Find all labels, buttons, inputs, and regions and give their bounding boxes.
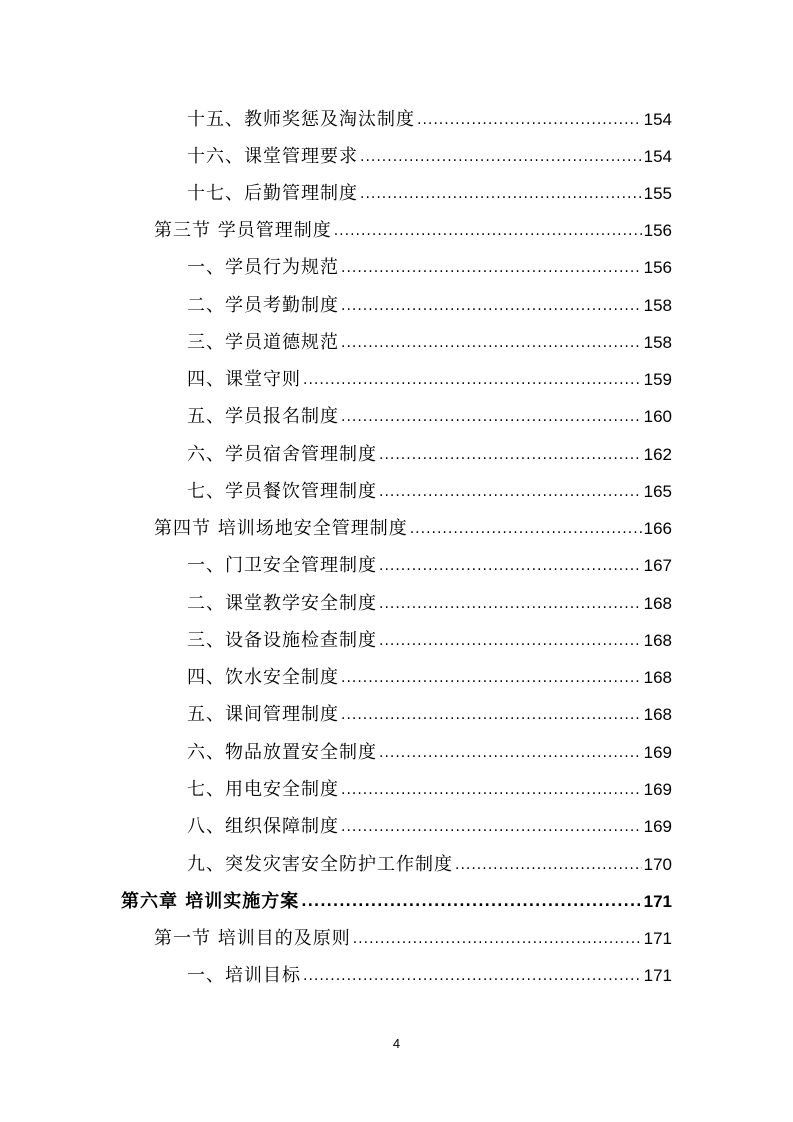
toc-leader-dots: [341, 816, 642, 838]
toc-entry[interactable]: [187, 436, 672, 466]
toc-entry-page: 171: [643, 929, 672, 948]
toc-leader-dots: [410, 518, 642, 540]
toc-leader-dots: [341, 406, 642, 428]
toc-entry-label: 八、组织保障制度: [187, 816, 339, 837]
toc-entry[interactable]: [187, 101, 672, 131]
toc-entry-label: 六、物品放置安全制度: [187, 742, 377, 763]
toc-entry[interactable]: [187, 398, 672, 428]
toc-entry-page: 155: [643, 184, 672, 203]
toc-leader-dots: [379, 742, 642, 764]
toc-entry-page: 158: [643, 333, 672, 352]
toc-entry[interactable]: [187, 808, 672, 838]
toc-entry-label: 六、学员宿舍管理制度: [187, 444, 377, 465]
toc-entry[interactable]: [154, 212, 672, 242]
toc-leader-dots: [379, 630, 642, 652]
toc-entry-page: 156: [643, 258, 672, 277]
toc-leader-dots: [360, 183, 642, 205]
toc-entry-label: 第一节 培训目的及原则: [154, 928, 351, 949]
toc-entry-page: 168: [643, 631, 672, 650]
toc-entry[interactable]: [187, 287, 672, 317]
toc-entry[interactable]: [154, 510, 672, 540]
toc-leader-dots: [455, 854, 642, 876]
toc-entry-page: 165: [643, 482, 672, 501]
toc-entry[interactable]: [187, 324, 672, 354]
toc-leader-dots: [303, 965, 642, 987]
toc-entry-page: 156: [643, 221, 672, 240]
toc-entry-label: 第四节 培训场地安全管理制度: [154, 518, 408, 539]
toc-leader-dots: [341, 257, 642, 279]
page-number: 4: [392, 1036, 401, 1051]
toc-entry-label: 五、学员报名制度: [187, 406, 339, 427]
toc-leader-dots: [301, 891, 641, 913]
toc-entry-label: 四、课堂守则: [187, 369, 301, 390]
toc-entry-label: 十七、后勤管理制度: [187, 183, 358, 204]
toc-entry-label: 第三节 学员管理制度: [154, 220, 332, 241]
toc-entry-label: 一、学员行为规范: [187, 257, 339, 278]
toc-entry-page: 160: [643, 407, 672, 426]
toc-entry[interactable]: [187, 547, 672, 577]
toc-entry[interactable]: [187, 696, 672, 726]
toc-entry[interactable]: [187, 659, 672, 689]
toc-leader-dots: [353, 928, 642, 950]
toc-entry-page: 166: [643, 519, 672, 538]
toc-entry-page: 154: [643, 147, 672, 166]
toc-entry[interactable]: [187, 361, 672, 391]
toc-entry-page: 162: [643, 445, 672, 464]
toc-leader-dots: [303, 369, 642, 391]
toc-entry-label: 二、课堂教学安全制度: [187, 593, 377, 614]
toc-entry-page: 168: [643, 594, 672, 613]
toc-entry-page: 158: [643, 296, 672, 315]
toc-entry-label: 七、用电安全制度: [187, 779, 339, 800]
toc-entry-label: 第六章 培训实施方案: [121, 891, 300, 912]
toc-entry-page: 171: [643, 966, 672, 985]
toc-leader-dots: [417, 109, 642, 131]
toc-leader-dots: [334, 220, 642, 242]
toc-entry-label: 三、学员道德规范: [187, 332, 339, 353]
toc-entry[interactable]: [121, 883, 672, 913]
toc-leader-dots: [360, 146, 642, 168]
toc-leader-dots: [341, 779, 642, 801]
toc-entry[interactable]: [154, 920, 672, 950]
toc-leader-dots: [379, 555, 642, 577]
toc-entry-label: 十六、课堂管理要求: [187, 146, 358, 167]
toc-entry-page: 171: [643, 892, 672, 911]
toc-entry[interactable]: [187, 622, 672, 652]
toc-entry-label: 十五、教师奖惩及淘汰制度: [187, 109, 415, 130]
toc-leader-dots: [341, 332, 642, 354]
toc-entry-page: 169: [643, 817, 672, 836]
toc-entry-label: 二、学员考勤制度: [187, 295, 339, 316]
toc-leader-dots: [379, 593, 642, 615]
toc-entry[interactable]: [187, 585, 672, 615]
toc-entry-page: 168: [643, 668, 672, 687]
toc-entry-label: 一、培训目标: [187, 965, 301, 986]
toc-entry-page: 167: [643, 556, 672, 575]
toc-entry-label: 四、饮水安全制度: [187, 667, 339, 688]
toc-entry-label: 五、课间管理制度: [187, 704, 339, 725]
toc-entry-label: 九、突发灾害安全防护工作制度: [187, 854, 453, 875]
toc-leader-dots: [379, 481, 642, 503]
toc-entry-page: 159: [643, 370, 672, 389]
toc-entry[interactable]: [187, 249, 672, 279]
toc-entry[interactable]: [187, 138, 672, 168]
toc-entry-page: 169: [643, 780, 672, 799]
toc-entry[interactable]: [187, 473, 672, 503]
toc-entry-page: 154: [643, 110, 672, 129]
toc-entry-label: 一、门卫安全管理制度: [187, 555, 377, 576]
toc-entry[interactable]: [187, 734, 672, 764]
toc-leader-dots: [341, 704, 642, 726]
toc-leader-dots: [341, 295, 642, 317]
toc-entry[interactable]: [187, 846, 672, 876]
toc-entry-page: 168: [643, 705, 672, 724]
toc-entry-page: 169: [643, 743, 672, 762]
toc-entry-page: 170: [643, 855, 672, 874]
toc-entry[interactable]: [187, 175, 672, 205]
toc-leader-dots: [379, 444, 642, 466]
toc-entry-label: 三、设备设施检查制度: [187, 630, 377, 651]
toc-entry[interactable]: [187, 957, 672, 987]
toc-leader-dots: [341, 667, 642, 689]
toc-entry[interactable]: [187, 771, 672, 801]
toc-entry-label: 七、学员餐饮管理制度: [187, 481, 377, 502]
